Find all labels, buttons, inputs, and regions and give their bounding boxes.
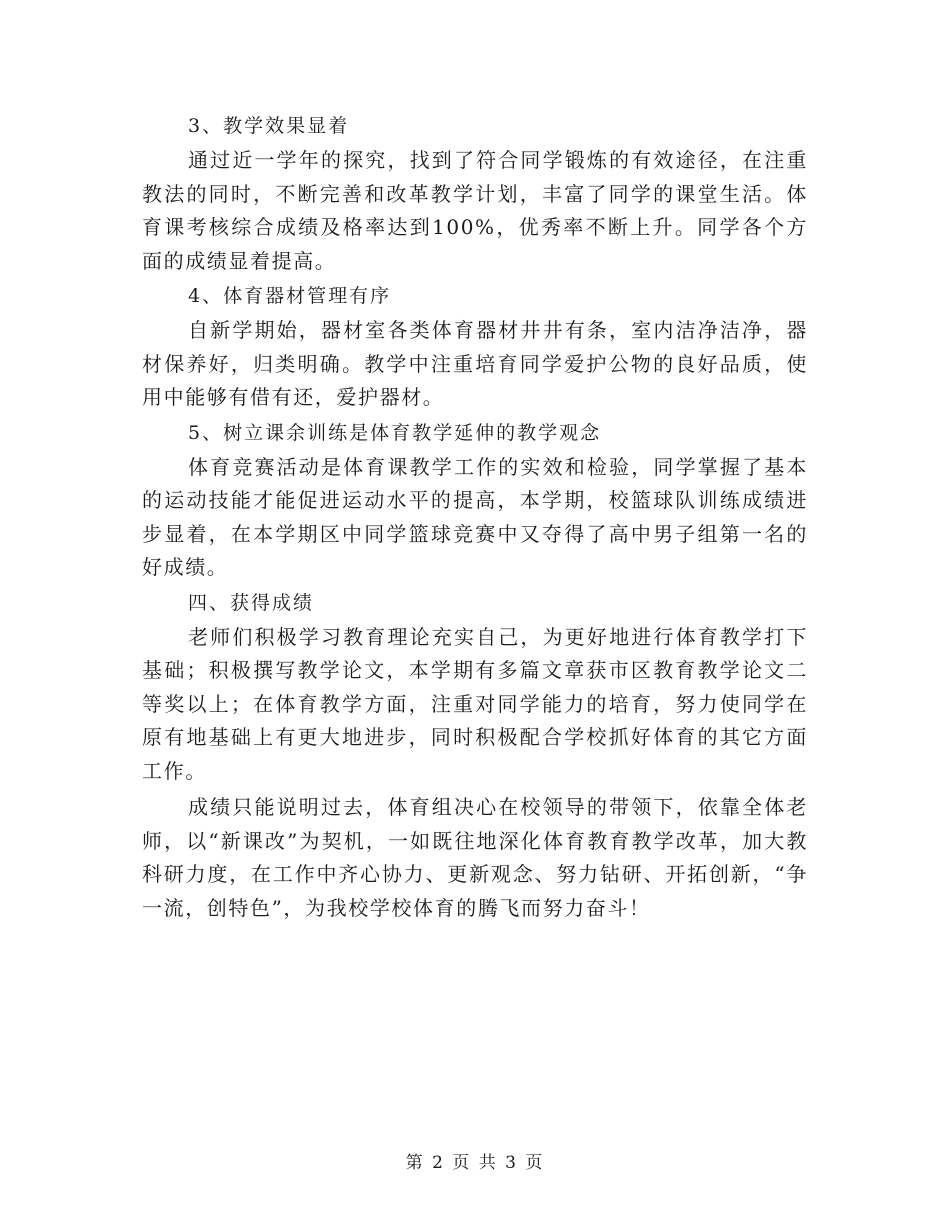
page-number: 第 2 页 共 3 页 [405,1153,545,1173]
paragraph: 自新学期始，器材室各类体育器材井井有条，室内洁净洁净，器材保养好，归类明确。教学中注重培育同学爱护公物的良好品质，使用中能够有借有还，爱护器材。 [142,318,808,409]
section-heading: 3、教学效果显着 [188,115,350,137]
paragraph: 老师们积极学习教育理论充实自己，为更好地进行体育教学打下基础；积极撰写教学论文，本学期有多篇文章获市区教育教学论文二等奖以上；在体育教学方面，注重对同学能力的培育，努力使同学在原有地基础上有更大地进步，同时积极配合学校抓好体育的其它方面工作。 [142,624,808,783]
paragraph: 成绩只能说明过去，体育组决心在校领导的带领下，依靠全体老师，以“新课改”为契机，一如既往地深化体育教育教学改革，加大教科研力度，在工作中齐心协力、更新观念、努力钻研、开拓创新，“争一流，创特色”，为我校学校体育的腾飞而努力奋斗！ [142,795,808,920]
section-heading: 四、获得成绩 [188,591,315,614]
section-heading: 4、体育器材管理有序 [188,285,392,307]
section-heading: 5、树立课余训练是体育教学延伸的教学观念 [188,421,602,444]
paragraph: 体育竞赛活动是体育课教学工作的实效和检验，同学掌握了基本的运动技能才能促进运动水平的提高，本学期，校篮球队训练成绩进步显着，在本学期区中同学篮球竞赛中又夺得了高中男子组第一名的好成绩。 [142,454,808,579]
paragraph: 通过近一学年的探究，找到了符合同学锻炼的有效途径，在注重教法的同时，不断完善和改革教学计划，丰富了同学的课堂生活。体育课考核综合成绩及格率达到100%，优秀率不断上升。同学各个方面的成绩显着提高。 [142,148,808,273]
document-body [142,111,808,928]
